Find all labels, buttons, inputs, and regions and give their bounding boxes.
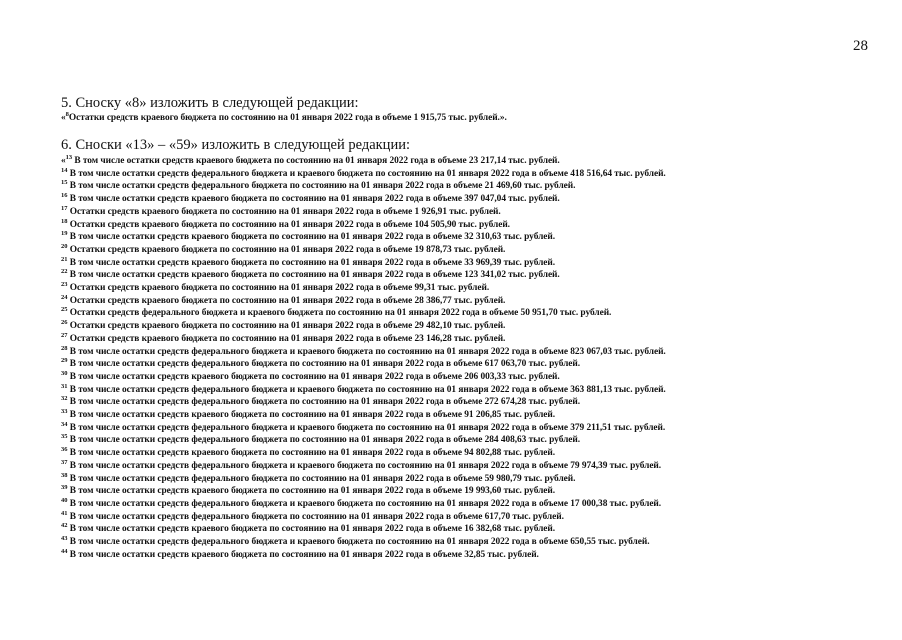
footnote-18 bbox=[61, 219, 861, 232]
footnote-number: 26 bbox=[61, 319, 68, 327]
footnote-15 bbox=[61, 180, 861, 193]
footnote-text: Остатки средств краевого бюджета по состоянию на 01 января 2022 года в объеме 23 146,28 тыс. рублей. bbox=[69, 333, 506, 344]
footnote-text: В том числе остатки средств федерального бюджета по состоянию на 01 января 2022 года в объеме 617,70 тыс. рублей. bbox=[69, 511, 564, 522]
footnote-text: В том числе остатки средств федерального бюджета по состоянию на 01 января 2022 года в объеме 21 469,60 тыс. рублей. bbox=[69, 181, 576, 192]
footnote-number: 20 bbox=[61, 242, 68, 250]
footnote-42 bbox=[61, 523, 861, 536]
footnote-22 bbox=[61, 269, 861, 282]
footnote-23 bbox=[61, 282, 861, 295]
footnote-number: 44 bbox=[61, 547, 68, 555]
footnote-text: В том числе остатки средств федерального бюджета по состоянию на 01 января 2022 года в объеме 284 408,63 тыс. рублей. bbox=[69, 435, 581, 446]
footnote-text: В том числе остатки средств краевого бюджета по состоянию на 01 января 2022 года в объеме 94 802,88 тыс. рублей. bbox=[69, 448, 556, 459]
footnote-number: 25 bbox=[61, 306, 68, 314]
footnote-43 bbox=[61, 536, 861, 549]
footnote-31 bbox=[61, 384, 861, 397]
footnote-number: 18 bbox=[61, 217, 68, 225]
footnote-25 bbox=[61, 307, 861, 320]
footnote-37 bbox=[61, 460, 861, 473]
footnote-38 bbox=[61, 473, 861, 486]
footnote-number: 31 bbox=[61, 382, 68, 390]
footnote-number: 17 bbox=[61, 204, 68, 212]
footnote-19 bbox=[61, 231, 861, 244]
footnote-text: Остатки средств краевого бюджета по состоянию на 01 января 2022 года в объеме 29 482,10 тыс. рублей. bbox=[69, 321, 506, 332]
footnote-16 bbox=[61, 193, 861, 206]
footnote-text: В том числе остатки средств краевого бюджета по состоянию на 01 января 2022 года в объеме 32,85 тыс. рублей. bbox=[69, 549, 539, 560]
footnote-number: 38 bbox=[61, 471, 68, 479]
footnote-number: 22 bbox=[61, 268, 68, 276]
section-6 bbox=[61, 137, 861, 562]
footnote-number: 21 bbox=[61, 255, 68, 263]
footnote-text: Остатки средств краевого бюджета по состоянию на 01 января 2022 года в объеме 28 386,77 тыс. рублей. bbox=[69, 295, 506, 306]
footnote-text: В том числе остатки средств краевого бюджета по состоянию на 01 января 2022 года в объеме 16 382,68 тыс. рублей. bbox=[69, 524, 556, 535]
footnote-number: 28 bbox=[61, 344, 68, 352]
footnote-41 bbox=[61, 511, 861, 524]
footnote-44 bbox=[61, 549, 861, 562]
footnote-number: 35 bbox=[61, 433, 68, 441]
footnote-text: В том числе остатки средств краевого бюджета по состоянию на 01 января 2022 года в объеме 19 993,60 тыс. рублей. bbox=[69, 486, 556, 497]
footnote-text: Остатки средств краевого бюджета по состоянию на 01 января 2022 года в объеме 1 926,91 тыс. рублей. bbox=[69, 206, 501, 217]
footnote-number: 42 bbox=[61, 522, 68, 530]
footnote-36 bbox=[61, 447, 861, 460]
footnote-number: 32 bbox=[61, 395, 68, 403]
footnote-text: В том числе остатки средств краевого бюджета по состоянию на 01 января 2022 года в объеме 206 003,33 тыс. рублей. bbox=[69, 371, 560, 382]
footnote-number: 16 bbox=[61, 191, 68, 199]
footnote-number: 43 bbox=[61, 534, 68, 542]
footnote-text: В том числе остатки средств краевого бюджета по состоянию на 01 января 2022 года в объеме 23 217,14 тыс. рублей. bbox=[74, 156, 560, 166]
footnote-text: В том числе остатки средств федерального бюджета и краевого бюджета по состоянию на 01 января 2022 года в объеме 379 211,51 тыс. рублей. bbox=[69, 422, 666, 433]
footnote-text: В том числе остатки средств краевого бюджета по состоянию на 01 января 2022 года в объеме 32 310,63 тыс. рублей. bbox=[69, 232, 556, 243]
footnote-text: В том числе остатки средств федерального бюджета по состоянию на 01 января 2022 года в объеме 59 980,79 тыс. рублей. bbox=[69, 473, 576, 484]
footnote-text: В том числе остатки средств федерального бюджета и краевого бюджета по состоянию на 01 января 2022 года в объеме 823 067,03 тыс. рублей. bbox=[69, 346, 666, 357]
footnote-number: 33 bbox=[61, 407, 68, 415]
footnote-text: В том числе остатки средств федерального бюджета по состоянию на 01 января 2022 года в объеме 272 674,28 тыс. рублей. bbox=[69, 397, 581, 408]
footnote-17 bbox=[61, 206, 861, 219]
footnote-24 bbox=[61, 295, 861, 308]
footnote-35 bbox=[61, 434, 861, 447]
footnote-number: 36 bbox=[61, 446, 68, 454]
section-6-heading: 6. Сноски «13» – «59» изложить в следующей редакции: bbox=[61, 137, 410, 153]
footnote-text: В том числе остатки средств краевого бюджета по состоянию на 01 января 2022 года в объеме 397 047,04 тыс. рублей. bbox=[69, 194, 560, 205]
footnote-text: В том числе остатки средств краевого бюджета по состоянию на 01 января 2022 года в объеме 33 969,39 тыс. рублей. bbox=[69, 257, 556, 268]
footnote-33 bbox=[61, 409, 861, 422]
footnote-text: Остатки средств краевого бюджета по состоянию на 01 января 2022 года в объеме 1 915,75 тыс. рублей. bbox=[68, 113, 500, 123]
footnote-27 bbox=[61, 333, 861, 346]
footnote-text: Остатки средств краевого бюджета по состоянию на 01 января 2022 года в объеме 99,31 тыс. рублей. bbox=[69, 283, 490, 294]
footnote-number: 27 bbox=[61, 331, 68, 339]
footnote-number: 19 bbox=[61, 230, 68, 238]
page-number: 28 bbox=[853, 38, 868, 54]
footnote-number: 13 bbox=[65, 153, 73, 161]
footnote-text: В том числе остатки средств федерального бюджета и краевого бюджета по состоянию на 01 января 2022 года в объеме 650,55 тыс. рублей. bbox=[69, 537, 650, 548]
footnote-number: 15 bbox=[61, 179, 68, 187]
footnote-29 bbox=[61, 358, 861, 371]
footnote-number: 24 bbox=[61, 293, 68, 301]
footnote-text: В том числе остатки средств федерального бюджета и краевого бюджета по состоянию на 01 января 2022 года в объеме 17 000,38 тыс. рублей. bbox=[69, 498, 662, 509]
footnote-number: 39 bbox=[61, 484, 68, 492]
section-5-heading: 5. Сноску «8» изложить в следующей редакции: bbox=[61, 95, 359, 111]
open-quote: « bbox=[61, 113, 66, 123]
open-quote: « bbox=[61, 156, 66, 166]
footnote-number: 14 bbox=[61, 166, 68, 174]
footnote-14 bbox=[61, 168, 861, 181]
footnote-40 bbox=[61, 498, 861, 511]
footnote-13 bbox=[61, 155, 861, 168]
footnote-text: В том числе остатки средств краевого бюджета по состоянию на 01 января 2022 года в объеме 91 206,85 тыс. рублей. bbox=[69, 410, 556, 421]
footnote-number: 41 bbox=[61, 509, 68, 517]
footnote-text: В том числе остатки средств федерального бюджета и краевого бюджета по состоянию на 01 января 2022 года в объеме 363 881,13 тыс. рублей. bbox=[69, 384, 666, 395]
footnote-39 bbox=[61, 485, 861, 498]
footnote-20 bbox=[61, 244, 861, 257]
footnote-number: 34 bbox=[61, 420, 68, 428]
footnote-number: 40 bbox=[61, 496, 68, 504]
footnote-34 bbox=[61, 422, 861, 435]
footnote-number: 30 bbox=[61, 369, 68, 377]
footnote-32 bbox=[61, 396, 861, 409]
footnote-8 bbox=[61, 112, 861, 125]
footnote-text: Остатки средств краевого бюджета по состоянию на 01 января 2022 года в объеме 19 878,73 тыс. рублей. bbox=[69, 244, 506, 255]
footnote-text: Остатки средств краевого бюджета по состоянию на 01 января 2022 года в объеме 104 505,90 тыс. рублей. bbox=[69, 219, 510, 230]
footnote-30 bbox=[61, 371, 861, 384]
footnote-text: В том числе остатки средств федерального бюджета и краевого бюджета по состоянию на 01 января 2022 года в объеме 418 516,64 тыс. рублей. bbox=[69, 168, 666, 179]
footnote-text: Остатки средств федерального бюджета и краевого бюджета по состоянию на 01 января 2022 года в объеме 50 951,70 тыс. рублей. bbox=[69, 308, 612, 319]
footnote-26 bbox=[61, 320, 861, 333]
footnote-text: В том числе остатки средств краевого бюджета по состоянию на 01 января 2022 года в объеме 123 341,02 тыс. рублей. bbox=[69, 270, 560, 281]
footnote-number: 8 bbox=[65, 110, 69, 118]
footnote-28 bbox=[61, 346, 861, 359]
footnote-number: 29 bbox=[61, 357, 68, 365]
footnote-21 bbox=[61, 257, 861, 270]
footnote-text: В том числе остатки средств федерального бюджета и краевого бюджета по состоянию на 01 января 2022 года в объеме 79 974,39 тыс. рублей. bbox=[69, 460, 662, 471]
footnote-number: 37 bbox=[61, 458, 68, 466]
section-5 bbox=[61, 95, 861, 125]
footnote-number: 23 bbox=[61, 280, 68, 288]
footnote-text: В том числе остатки средств федерального бюджета по состоянию на 01 января 2022 года в объеме 617 063,70 тыс. рублей. bbox=[69, 359, 581, 370]
close-quote: ». bbox=[499, 113, 507, 123]
footnote-list bbox=[61, 155, 861, 562]
